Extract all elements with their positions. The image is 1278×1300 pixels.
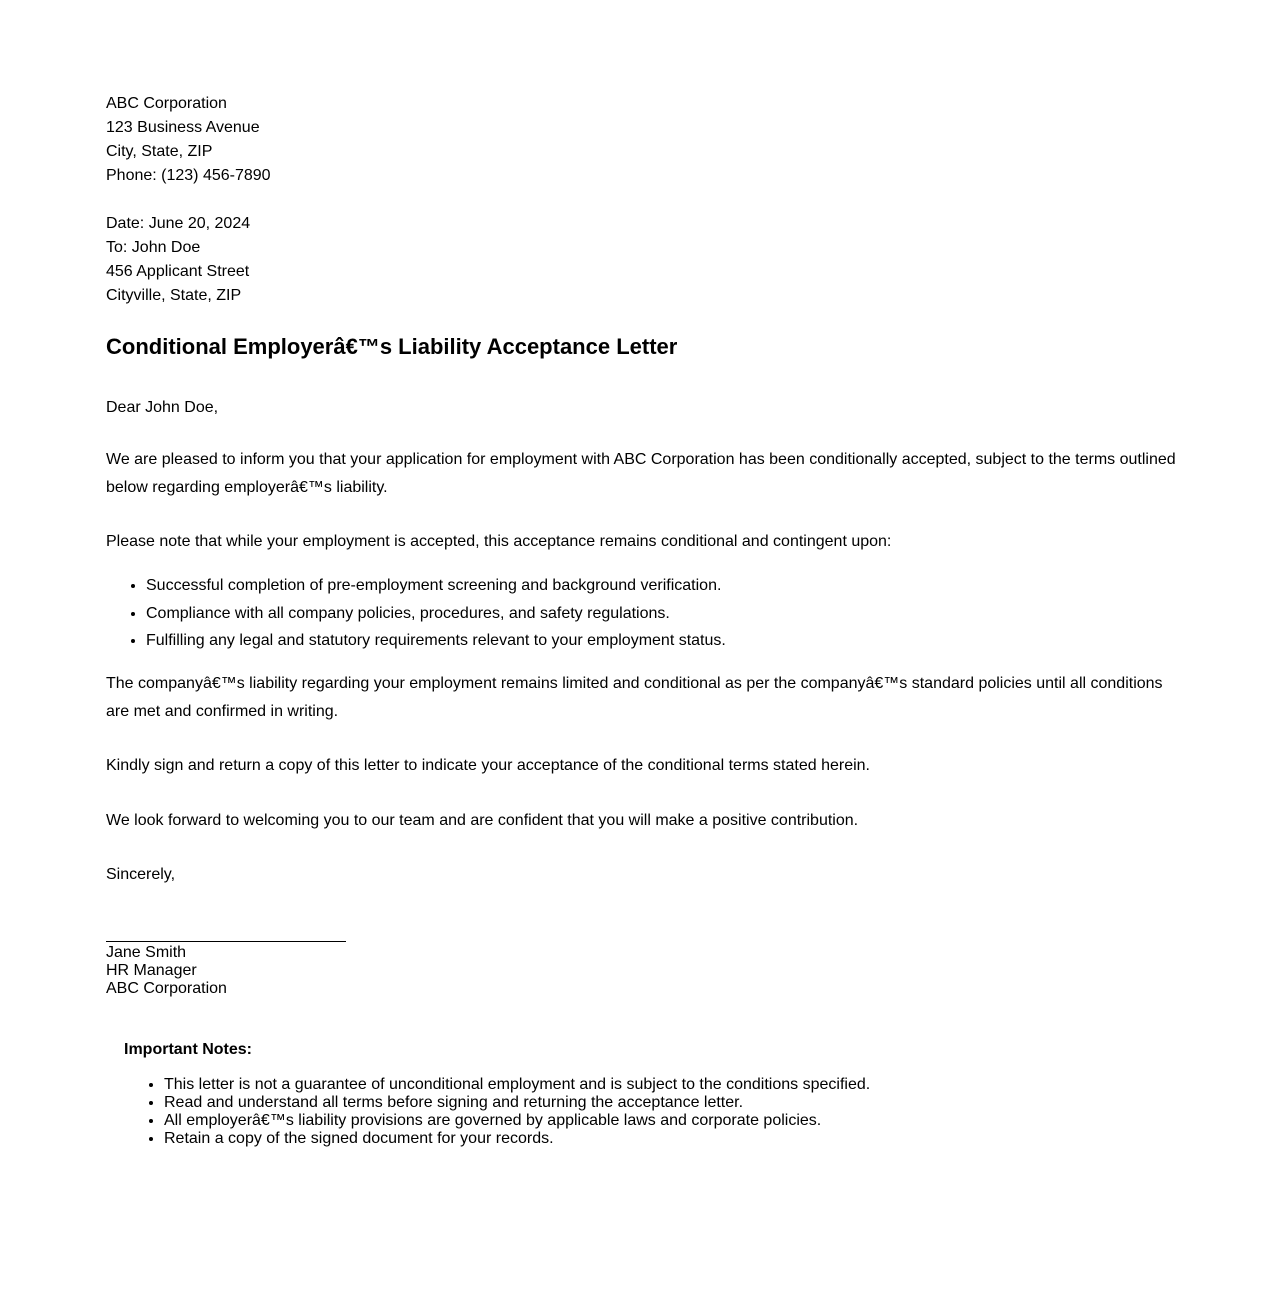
recipient-name: To: John Doe [106,239,201,256]
sender-street: 123 Business Avenue [106,119,260,136]
closing: Sincerely, [106,865,176,883]
signer-name: Jane Smith [106,943,187,961]
recipient-street: 456 Applicant Street [106,263,250,280]
list-item: • Read and understand all terms before signing and returning the acceptance letter. [164,1094,1186,1112]
letter-date: Date: June 20, 2024 [106,215,251,232]
paragraph-sign-request: Kindly sign and return a copy of this letter to indicate your acceptance of the conditional terms stated herein. [106,756,870,774]
paragraph-welcome: We look forward to welcoming you to our team and are confident that you will make a positive contribution. [106,811,859,829]
list-item: • Successful completion of pre-employment screening and background verification. [146,572,1186,600]
list-item: • This letter is not a guarantee of unconditional employment and is subject to the conditions specified. [164,1076,1186,1094]
conditions-list [106,572,1186,655]
list-item: • Retain a copy of the signed document for your records. [164,1130,1186,1148]
recipient-address [106,212,1186,308]
letter-title: Conditional Employerâ€™s Liability Acceptance Letter [106,334,678,359]
important-notes [124,1040,1186,1148]
sender-city: City, State, ZIP [106,143,213,160]
list-item: • Fulfilling any legal and statutory requirements relevant to your employment status. [146,627,1186,655]
sender-address [106,92,1186,188]
list-item: • All employerâ€™s liability provisions are governed by applicable laws and corporate policies. [164,1112,1186,1130]
signature-line [106,941,346,942]
paragraph-intro: We are pleased to inform you that your application for employment with ABC Corporation has been conditionally accepted, subject to the terms outlined below regarding employerâ€™s liability. [106,451,1176,496]
signer-role: HR Manager [106,961,197,979]
salutation: Dear John Doe, [106,399,219,416]
signer-company: ABC Corporation [106,979,227,997]
sender-phone: Phone: (123) 456-7890 [106,167,271,184]
list-item: • Compliance with all company policies, procedures, and safety regulations. [146,600,1186,628]
sender-company: ABC Corporation [106,95,227,112]
paragraph-conditions-intro: Please note that while your employment is accepted, this acceptance remains conditional and contingent upon: [106,533,892,550]
signature-block [106,944,1186,998]
notes-title: Important Notes: [124,1040,252,1058]
recipient-city: Cityville, State, ZIP [106,287,242,304]
notes-list [124,1076,1186,1148]
paragraph-liability: The companyâ€™s liability regarding your employment remains limited and conditional as per the companyâ€™s standard policies until all conditions are met and confirmed in writing. [106,674,1163,720]
